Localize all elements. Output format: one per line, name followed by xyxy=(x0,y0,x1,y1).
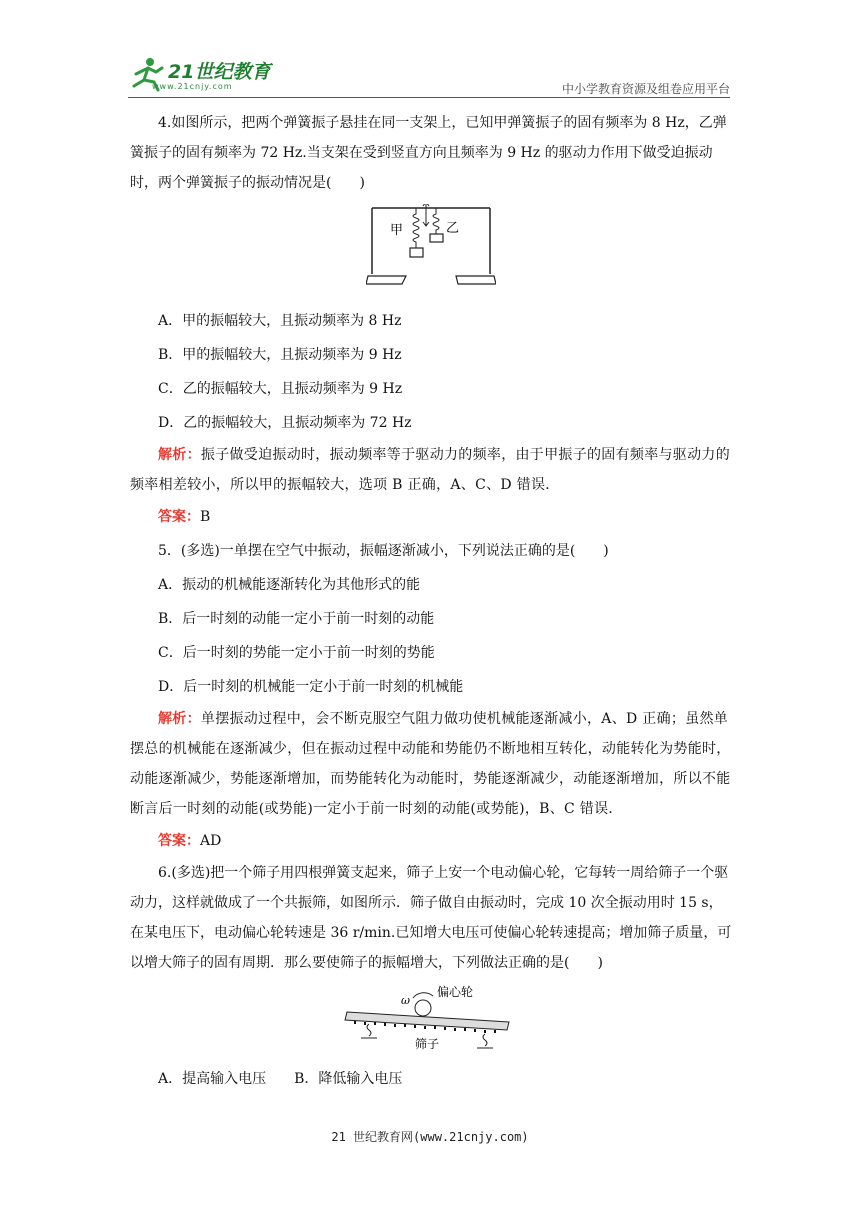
analysis-label: 解析： xyxy=(158,711,201,727)
resonance-sieve-figure xyxy=(341,984,521,1054)
svg-text:21世纪教育: 21世纪教育 xyxy=(168,61,271,83)
question-6-stem: 6.(多选)把一个筛子用四根弹簧支起来，筛子上安一个电动偏心轮，它每转一周给筛子一个驱动力，这样就做成了一个共振筛，如图所示．筛子做自由振动时，完成 10 次全振动用时 15 s，在某电压下，电动偏心轮转速是 36 r/min.已知增大电压可使偏心轮转速提高；增加筛子质量，可以增大筛子的固有周期．那么要使筛子的振幅增大，下列做法正确的是( ) xyxy=(130,865,732,971)
spring-oscillators-figure xyxy=(366,204,496,296)
page-header xyxy=(128,56,730,98)
question-6-options: A．提高输入电压 B．降低输入电压 xyxy=(158,1071,403,1087)
question-4-option-b: B．甲的振幅较大，且振动频率为 9 Hz xyxy=(158,347,402,363)
analysis-label: 解析： xyxy=(158,447,201,463)
answer-label: 答案： xyxy=(158,509,200,525)
answer-value: B xyxy=(200,509,211,525)
question-4-analysis xyxy=(130,440,732,500)
document-body xyxy=(130,108,732,1096)
analysis-text: 单摆振动过程中，会不断克服空气阻力做功使机械能逐渐减小，A、D 正确；虽然单摆总的机械能在逐渐减少，但在振动过程中动能和势能仍不断地相互转化，动能转化为势能时，动能逐渐减少，势能逐渐增加，而势能转化为动能时，势能逐渐减少，动能逐渐增加，所以不能断言后一时刻的动能(或势能)一定小于前一时刻的动能(或势能)，B、C 错误． xyxy=(130,711,731,817)
svg-text:乙: 乙 xyxy=(446,221,460,236)
question-5-option-c: C．后一时刻的势能一定小于前一时刻的势能 xyxy=(158,645,435,661)
question-4-stem: 4.如图所示，把两个弹簧振子悬挂在同一支架上，已知甲弹簧振子的固有频率为 8 Hz，乙弹簧振子的固有频率为 72 Hz.当支架在受到竖直方向且频率为 9 Hz 的驱动力作用下做受迫振动时，两个弹簧振子的振动情况是( ) xyxy=(130,115,727,191)
question-4-option-d: D．乙的振幅较大，且振动频率为 72 Hz xyxy=(158,415,412,431)
question-5-option-a: A．振动的机械能逐渐转化为其他形式的能 xyxy=(158,577,421,593)
question-4-option-c: C．乙的振幅较大，且振动频率为 9 Hz xyxy=(158,381,403,397)
question-5-stem: 5．(多选)一单摆在空气中振动，振幅逐渐减小，下列说法正确的是( ) xyxy=(158,543,609,559)
header-divider xyxy=(128,97,730,98)
svg-text:偏心轮: 偏心轮 xyxy=(437,985,474,999)
page-footer: 21 世纪教育网(www.21cnjy.com) xyxy=(331,1130,529,1144)
platform-slogan: 中小学教育资源及组卷应用平台 xyxy=(561,82,730,96)
question-5-analysis xyxy=(130,704,732,824)
question-4-answer xyxy=(130,500,732,534)
analysis-text: 振子做受迫振动时，振动频率等于驱动力的频率，由于甲振子的固有频率与驱动力的频率相差较小，所以甲的振幅较大，选项 B 正确，A、C、D 错误． xyxy=(130,447,731,493)
question-5-option-b: B．后一时刻的动能一定小于前一时刻的动能 xyxy=(158,611,435,627)
svg-text:ω: ω xyxy=(401,994,410,1007)
answer-value: AD xyxy=(200,833,222,849)
svg-text:甲: 甲 xyxy=(390,223,404,238)
answer-label: 答案： xyxy=(158,833,200,849)
svg-text:筛子: 筛子 xyxy=(415,1037,440,1051)
question-5-answer xyxy=(130,824,732,858)
question-5-option-d: D．后一时刻的机械能一定小于前一时刻的机械能 xyxy=(158,679,464,695)
logo-subtitle: www.21cnjy.com xyxy=(152,82,233,91)
question-4-option-a: A．甲的振幅较大，且振动频率为 8 Hz xyxy=(158,313,402,329)
